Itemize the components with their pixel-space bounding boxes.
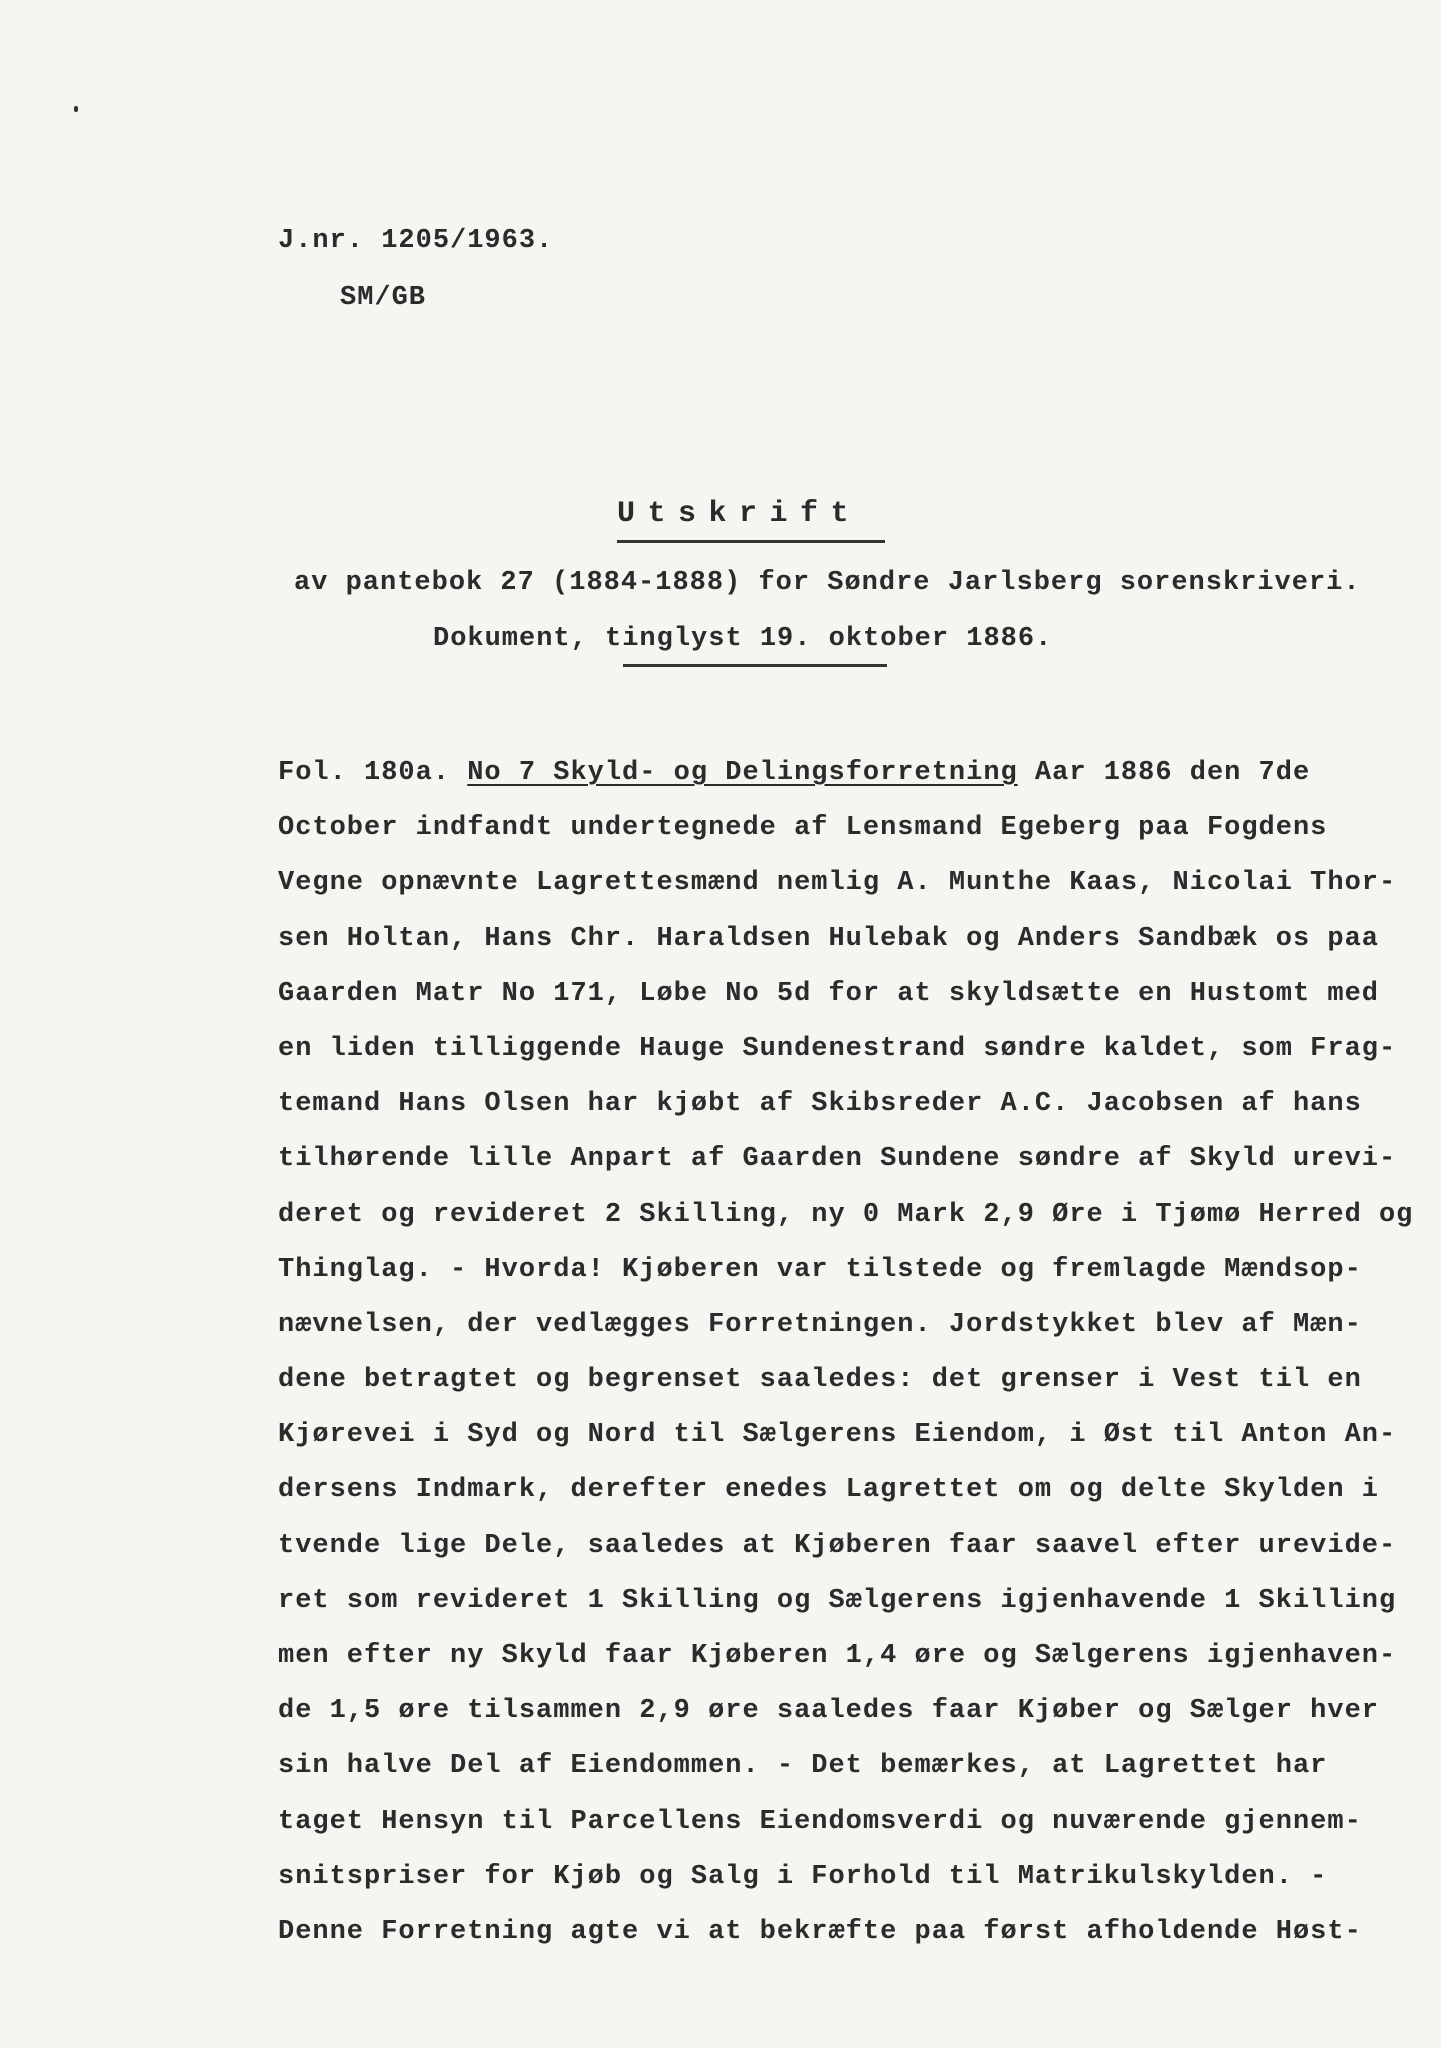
- subtitle-underline: [623, 664, 887, 667]
- body-first-line: [278, 746, 1418, 801]
- body-line: dene betragtet og begrenset saaledes: det grenser i Vest til en: [278, 1365, 1362, 1396]
- subtitle-line-2: Dokument, tinglyst 19. oktober 1886.: [433, 624, 1053, 654]
- document-title: Utskrift: [617, 497, 862, 531]
- body-line: en liden tilliggende Hauge Sundenestrand søndre kaldet, som Frag-: [278, 1033, 1397, 1064]
- body-line: dersens Indmark, derefter enedes Lagrettet om og delte Skylden i: [278, 1475, 1379, 1506]
- body-line: deret og revideret 2 Skilling, ny 0 Mark 2,9 Øre i Tjømø Herred og: [278, 1199, 1414, 1230]
- first-line-rest: Aar 1886 den 7de: [1017, 758, 1311, 788]
- body-line: Kjørevei i Syd og Nord til Sælgerens Eiendom, i Øst til Anton An-: [278, 1420, 1397, 1451]
- body-line: de 1,5 øre tilsammen 2,9 øre saaledes faar Kjøber og Sælger hver: [278, 1696, 1379, 1727]
- body-line: Vegne opnævnte Lagrettesmænd nemlig A. Munthe Kaas, Nicolai Thor-: [278, 868, 1397, 899]
- ink-speck: [74, 106, 78, 112]
- body-line: nævnelsen, der vedlægges Forretningen. Jordstykket blev af Mæn-: [278, 1309, 1362, 1340]
- body-line: sin halve Del af Eiendommen. - Det bemærkes, at Lagrettet har: [278, 1751, 1328, 1782]
- initials: SM/GB: [340, 283, 427, 313]
- transcript-body: [278, 746, 1418, 1960]
- entry-heading: No 7 Skyld- og Delingsforretning: [467, 758, 1018, 788]
- body-lines: [278, 801, 1418, 1960]
- body-line: Denne Forretning agte vi at bekræfte paa først afholdende Høst-: [278, 1916, 1362, 1947]
- body-line: men efter ny Skyld faar Kjøberen 1,4 øre og Sælgerens igjenhaven-: [278, 1641, 1397, 1671]
- body-line: Gaarden Matr No 171, Løbe No 5d for at skyldsætte en Hustomt med: [278, 978, 1379, 1009]
- body-line: tvende lige Dele, saaledes at Kjøberen faar saavel efter urevide-: [278, 1530, 1397, 1561]
- body-line: October indfandt undertegnede af Lensmand Egeberg paa Fogdens: [278, 813, 1328, 844]
- body-line: snitspriser for Kjøb og Salg i Forhold til Matrikulskylden. -: [278, 1861, 1328, 1892]
- title-underline: [617, 540, 885, 543]
- body-line: Thinglag. - Hvorda! Kjøberen var tilstede og fremlagde Mændsop-: [278, 1254, 1362, 1285]
- body-line: ret som revideret 1 Skilling og Sælgerens igjenhavende 1 Skilling: [278, 1585, 1397, 1616]
- folio-reference: Fol. 180a.: [278, 758, 451, 788]
- journal-number: J.nr. 1205/1963.: [278, 226, 554, 256]
- body-line: taget Hensyn til Parcellens Eiendomsverdi og nuværende gjennem-: [278, 1806, 1362, 1837]
- subtitle-line-1: av pantebok 27 (1884-1888) for Søndre Jarlsberg sorenskriveri.: [294, 568, 1361, 598]
- body-line: tilhørende lille Anpart af Gaarden Sundene søndre af Skyld urevi-: [278, 1144, 1397, 1175]
- body-line: sen Holtan, Hans Chr. Haraldsen Hulebak og Anders Sandbæk os paa: [278, 923, 1379, 954]
- body-line: temand Hans Olsen har kjøbt af Skibsreder A.C. Jacobsen af hans: [278, 1089, 1362, 1120]
